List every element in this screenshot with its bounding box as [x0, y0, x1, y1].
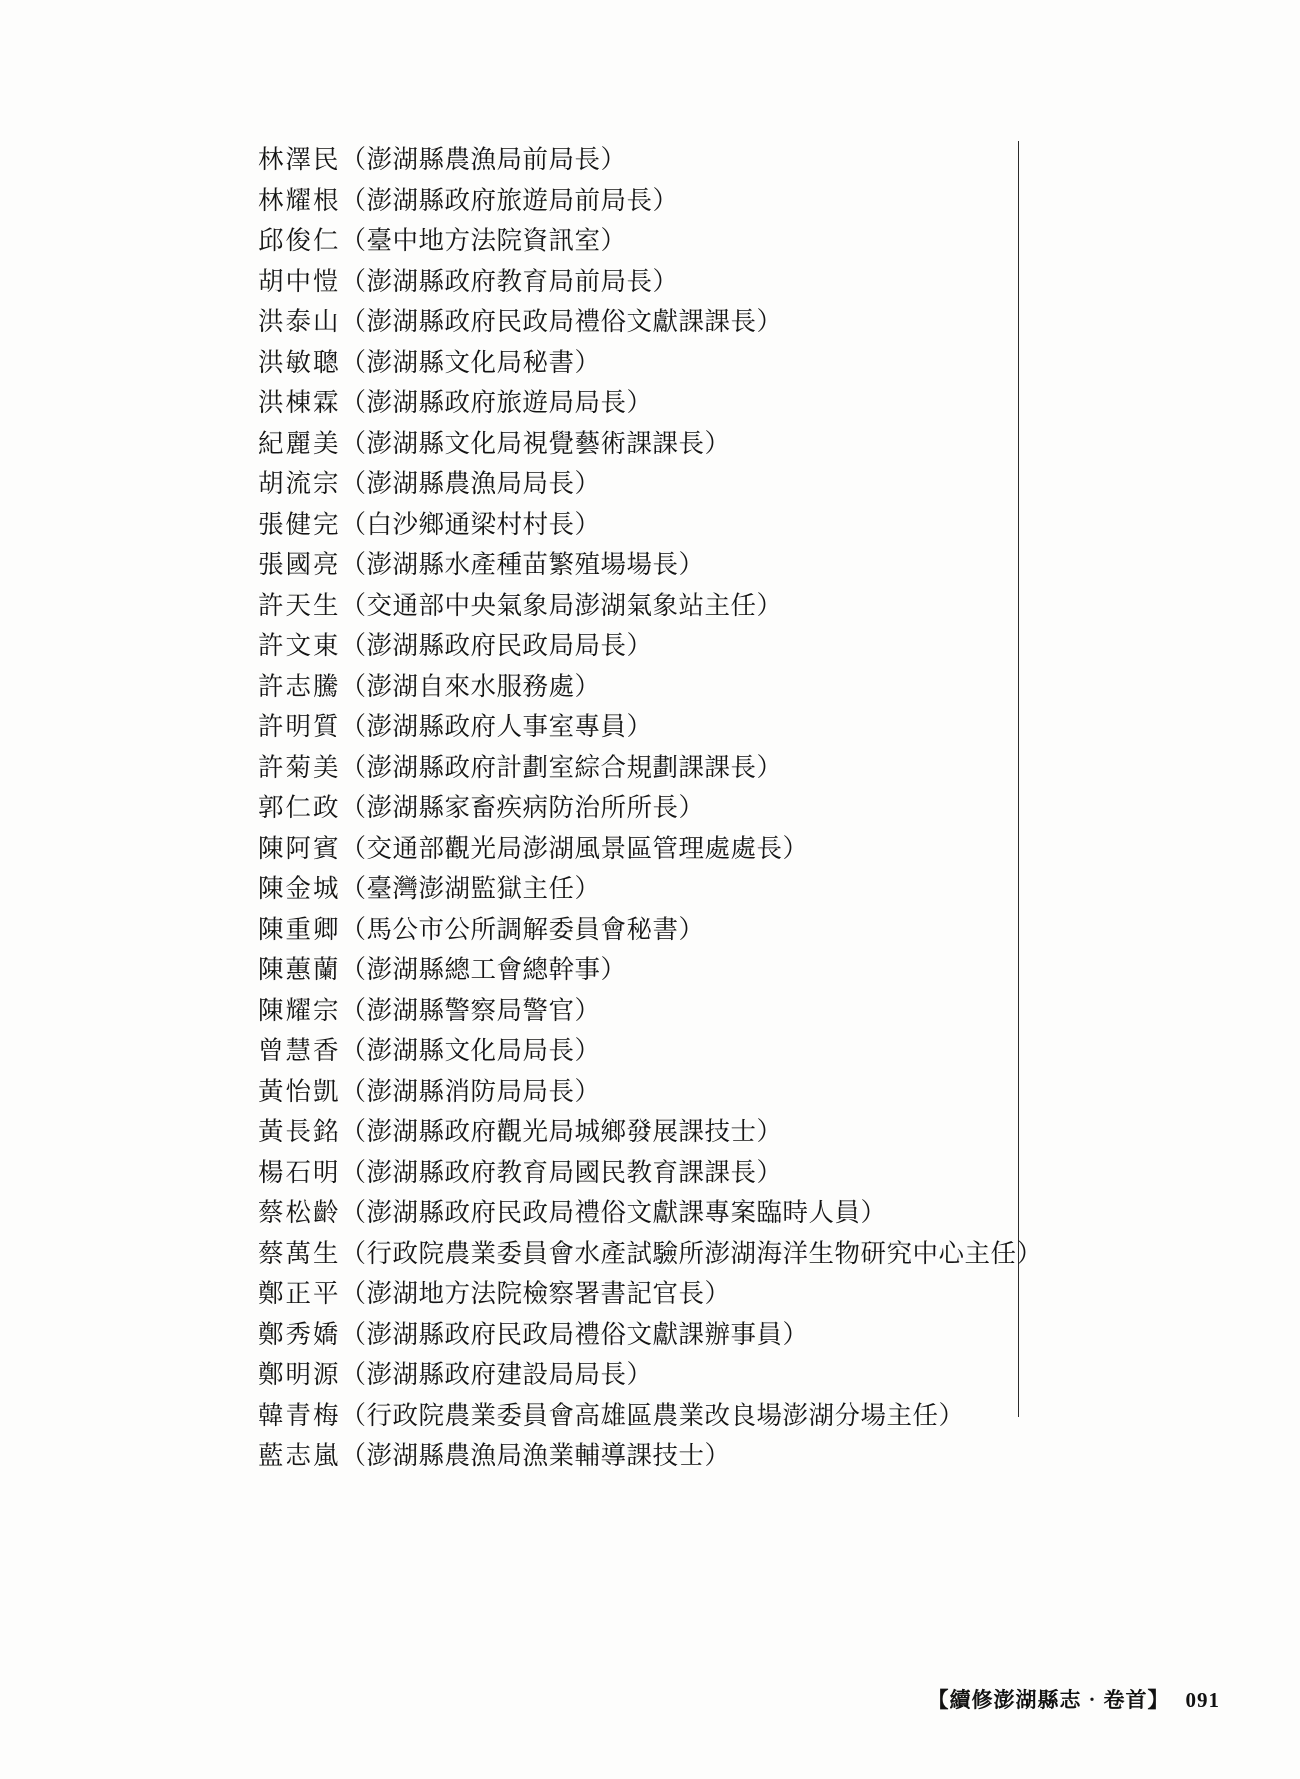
list-item — [258, 1112, 1018, 1153]
list-item — [258, 343, 1018, 384]
list-item — [258, 464, 1018, 505]
contributor-list — [258, 140, 1043, 1477]
entry-name: 許菊美 — [258, 752, 341, 782]
entry-role: （澎湖縣消防局局長） — [340, 1076, 601, 1106]
entry-role: （交通部中央氣象局澎湖氣象站主任） — [340, 590, 783, 620]
list-item — [258, 1031, 1018, 1072]
list-item — [258, 505, 1018, 546]
entry-name: 陳耀宗 — [258, 995, 341, 1025]
entry-name: 陳重卿 — [258, 914, 341, 944]
list-item — [258, 262, 1018, 303]
list-item — [258, 424, 1018, 465]
entry-role: （澎湖縣家畜疾病防治所所長） — [340, 793, 705, 822]
list-item — [258, 788, 1018, 829]
entry-role: （澎湖自來水服務處） — [340, 671, 601, 701]
list-item — [258, 1072, 1018, 1113]
list-item — [258, 910, 1018, 951]
entry-role: （澎湖縣總工會總幹事） — [340, 955, 627, 984]
entry-name: 蔡松齡 — [258, 1198, 341, 1227]
list-item — [258, 991, 1018, 1032]
list-item — [258, 748, 1018, 789]
list-item — [258, 545, 1018, 586]
entry-name: 曾慧香 — [258, 1036, 341, 1065]
entry-role: （澎湖地方法院檢察署書記官長） — [340, 1279, 731, 1308]
entry-role: （澎湖縣政府民政局禮俗文獻課辦事員） — [340, 1319, 809, 1349]
page-number: 091 — [1185, 1688, 1220, 1712]
entry-name: 胡流宗 — [258, 469, 341, 498]
entry-role: （交通部觀光局澎湖風景區管理處處長） — [340, 833, 809, 863]
entry-role: （澎湖縣文化局秘書） — [340, 347, 601, 377]
entry-name: 紀麗美 — [258, 428, 341, 458]
entry-role: （澎湖縣水產種苗繁殖場場長） — [340, 550, 705, 579]
list-item — [258, 1396, 1018, 1437]
list-item — [258, 950, 1018, 991]
entry-name: 陳阿賓 — [258, 833, 341, 863]
entry-role: （澎湖縣政府旅遊局前局長） — [340, 185, 679, 215]
entry-name: 許明質 — [258, 712, 341, 741]
list-item — [258, 140, 1018, 181]
entry-name: 陳蕙蘭 — [258, 955, 341, 984]
entry-role: （澎湖縣政府計劃室綜合規劃課課長） — [340, 752, 783, 782]
entry-role: （澎湖縣政府觀光局城鄉發展課技士） — [340, 1117, 783, 1146]
list-item — [258, 1315, 1018, 1356]
entry-role: （澎湖縣政府民政局禮俗文獻課課長） — [340, 307, 783, 336]
list-item — [258, 1153, 1018, 1194]
entry-name: 林澤民 — [258, 145, 341, 174]
entry-role: （澎湖縣政府民政局禮俗文獻課專案臨時人員） — [340, 1198, 887, 1227]
entry-role: （行政院農業委員會高雄區農業改良場澎湖分場主任） — [340, 1400, 965, 1430]
list-item — [258, 302, 1018, 343]
entry-role: （澎湖縣文化局視覺藝術課課長） — [340, 428, 731, 458]
entry-name: 邱俊仁 — [258, 226, 341, 255]
entry-name: 黃怡凱 — [258, 1076, 341, 1106]
footer-book-title: 【續修澎湖縣志‧卷首】 — [927, 1688, 1170, 1712]
entry-role: （白沙鄉通梁村村長） — [340, 509, 601, 539]
entry-role: （行政院農業委員會水產試驗所澎湖海洋生物研究中心主任） — [340, 1238, 1043, 1268]
list-item — [258, 383, 1018, 424]
entry-role: （澎湖縣政府教育局前局長） — [340, 266, 679, 296]
entry-name: 陳金城 — [258, 874, 341, 903]
entry-name: 張國亮 — [258, 550, 341, 579]
list-item — [258, 181, 1018, 222]
list-item — [258, 586, 1018, 627]
entry-role: （臺中地方法院資訊室） — [340, 226, 627, 255]
list-item — [258, 1355, 1018, 1396]
entry-role: （澎湖縣警察局警官） — [340, 995, 601, 1025]
vertical-rule — [1018, 141, 1019, 1417]
entry-name: 鄭秀嬌 — [258, 1319, 341, 1349]
entry-role: （馬公市公所調解委員會秘書） — [340, 914, 705, 944]
entry-name: 張健完 — [258, 509, 341, 539]
entry-name: 黃長銘 — [258, 1117, 341, 1146]
page-footer — [928, 1684, 1221, 1714]
entry-name: 郭仁政 — [258, 793, 341, 822]
entry-name: 許志騰 — [258, 671, 341, 701]
list-item — [258, 667, 1018, 708]
entry-name: 韓青梅 — [258, 1400, 341, 1430]
list-item — [258, 829, 1018, 870]
entry-name: 許文東 — [258, 631, 341, 660]
entry-name: 鄭正平 — [258, 1279, 341, 1308]
entry-name: 洪敏聰 — [258, 347, 341, 377]
entry-name: 許天生 — [258, 590, 341, 620]
entry-name: 楊石明 — [258, 1157, 341, 1187]
entry-role: （澎湖縣政府旅遊局局長） — [340, 388, 653, 417]
entry-role: （澎湖縣農漁局前局長） — [340, 145, 627, 174]
entry-role: （澎湖縣農漁局局長） — [340, 469, 601, 498]
entry-name: 洪泰山 — [258, 307, 341, 336]
entry-role: （臺灣澎湖監獄主任） — [340, 874, 601, 903]
list-item — [258, 707, 1018, 748]
list-item — [258, 221, 1018, 262]
entry-role: （澎湖縣政府人事室專員） — [340, 712, 653, 741]
entry-name: 藍志嵐 — [258, 1441, 341, 1470]
entry-name: 胡中愷 — [258, 266, 341, 296]
list-item — [258, 869, 1018, 910]
list-item — [258, 626, 1018, 667]
entry-role: （澎湖縣政府建設局局長） — [340, 1360, 653, 1389]
entry-role: （澎湖縣政府教育局國民教育課課長） — [340, 1157, 783, 1187]
list-item — [258, 1234, 1043, 1275]
list-item — [258, 1274, 1018, 1315]
entry-name: 洪棟霖 — [258, 388, 341, 417]
entry-role: （澎湖縣文化局局長） — [340, 1036, 601, 1065]
entry-name: 林耀根 — [258, 185, 341, 215]
entry-name: 蔡萬生 — [258, 1238, 341, 1268]
list-item — [258, 1193, 1018, 1234]
list-item — [258, 1436, 1018, 1477]
entry-role: （澎湖縣政府民政局局長） — [340, 631, 653, 660]
entry-name: 鄭明源 — [258, 1360, 341, 1389]
entry-role: （澎湖縣農漁局漁業輔導課技士） — [340, 1441, 731, 1470]
